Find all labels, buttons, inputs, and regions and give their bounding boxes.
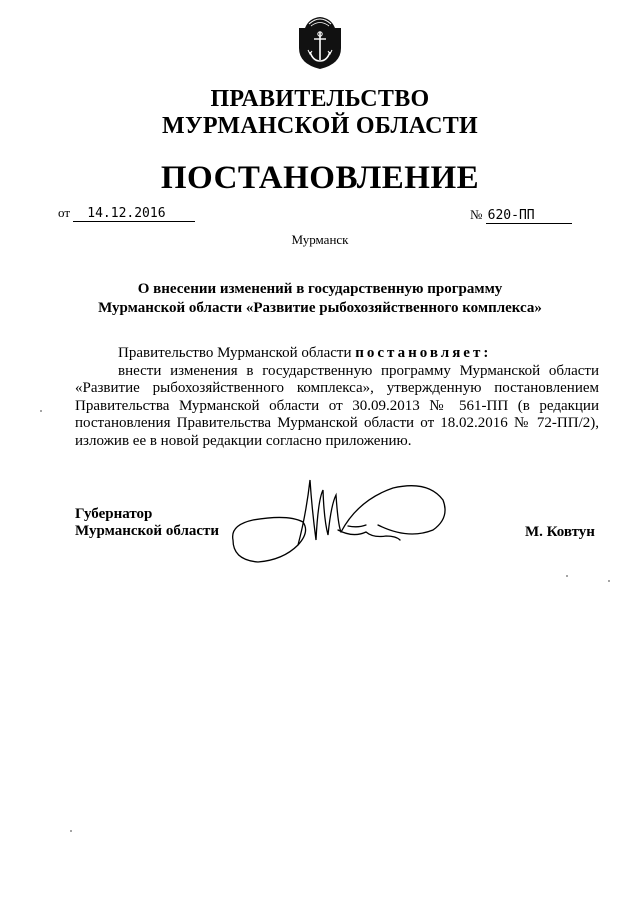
- government-title-line1: ПРАВИТЕЛЬСТВО: [210, 86, 430, 112]
- government-title-line2: МУРМАНСКОЙ ОБЛАСТИ: [162, 113, 478, 139]
- document-subject: [0, 280, 640, 318]
- signatory-name: М. Ковтун: [525, 524, 595, 540]
- document-date: 14.12.2016: [73, 206, 195, 222]
- signatory-title-line2: Мурманской области: [75, 523, 220, 539]
- document-number-row: [470, 207, 572, 224]
- date-prefix: от: [58, 205, 71, 220]
- subject-line1: О внесении изменений в государственную программу: [137, 281, 503, 297]
- signatory-title: [75, 506, 219, 540]
- scan-speck: [608, 580, 610, 582]
- body-main-paragraph: внести изменения в государственную программу Мурманской области «Развитие рыбохозяйственного комплекса», утвержденную постановлением Правительства Мурманской области от 30.09.2013 № 561-ПП (в редакции постановления Правительства Мурманской области от 18.02.2016 № 72-ПП/2), изложив ее в новой редакции согласно приложению.: [75, 362, 599, 449]
- scan-speck: [70, 830, 72, 832]
- handwritten-signature: [228, 470, 458, 570]
- document-number: 620-ПП: [486, 208, 572, 224]
- scan-speck: [40, 410, 42, 412]
- document-type-heading: ПОСТАНОВЛЕНИЕ: [160, 160, 480, 196]
- document-body: [75, 345, 599, 450]
- signatory-title-line1: Губернатор: [75, 506, 153, 522]
- coat-of-arms-emblem: [297, 14, 343, 70]
- document-city: Мурманск: [291, 232, 349, 247]
- body-intro-paragraph: [75, 345, 599, 363]
- number-prefix: №: [470, 207, 483, 222]
- subject-line2: Мурманской области «Развитие рыбохозяйственного комплекса»: [98, 300, 542, 316]
- decree-word: постановляет:: [355, 345, 492, 361]
- document-date-row: [58, 205, 195, 222]
- body-intro: Правительство Мурманской области: [118, 345, 352, 361]
- scan-speck: [566, 575, 568, 577]
